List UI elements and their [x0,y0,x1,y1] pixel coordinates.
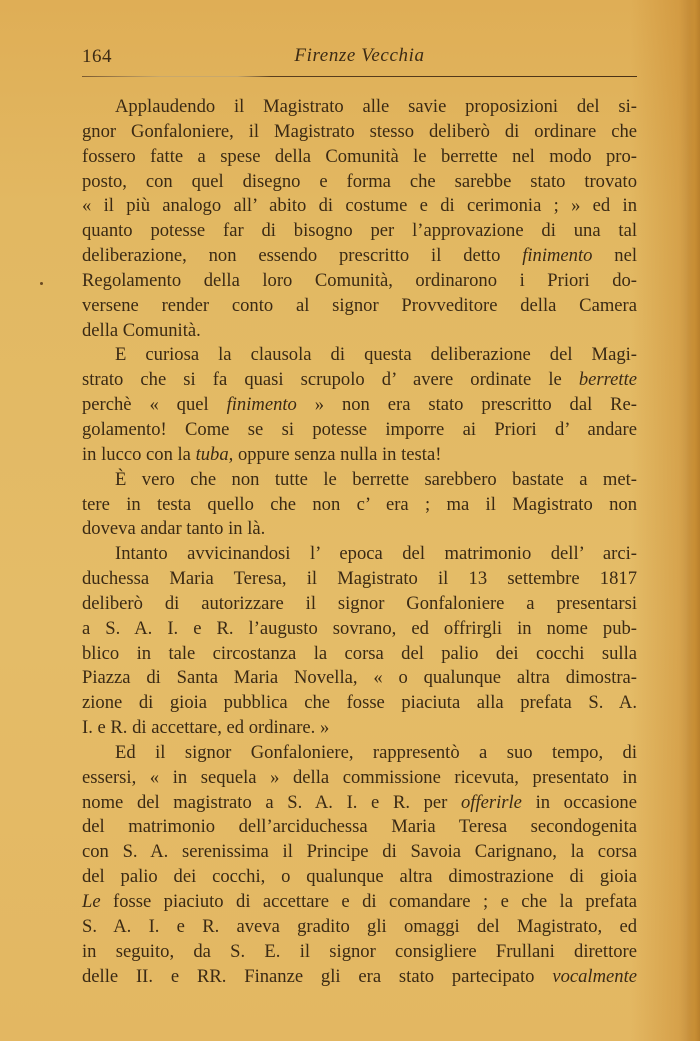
text-run: in occasione [521,791,637,813]
text-run: strato che si fa quasi scrupolo d’ avere ordinate le [82,369,579,391]
text-run: Piazza di Santa Maria Novella, « o qualunque altra dimostra- [82,667,637,689]
text-run: gnor Gonfaloniere, il Magistrato stesso deliberò di ordinare che [82,120,637,142]
text-line [82,517,637,542]
text-run: nome del magistrato a S. A. I. e R. per [82,791,461,813]
paragraph [82,343,637,467]
text-run: a S. A. I. e R. l’augusto sovrano, ed offrirgli in nome pub- [82,617,637,639]
text-line [82,617,637,642]
text-line [82,766,637,791]
paragraph [82,542,637,741]
text-run: posto, con quel disegno e forma che sarebbe stato trovato [82,170,637,192]
text-line [82,368,637,393]
text-line [82,965,637,990]
page-header [82,46,637,70]
text-line [82,393,637,418]
text-run: duchessa Maria Teresa, il Magistrato il 13 settembre 1817 [82,568,637,590]
text-line [82,95,637,120]
paragraph [82,741,637,989]
text-run: golamento! Come se si potesse imporre ai Priori d’ andare [82,418,637,440]
italic-text: vocalmente [552,965,637,987]
text-line [82,915,637,940]
text-run: fosse piaciuto di accettare e di comandare ; e che la prefata [100,891,637,912]
header-rule [82,76,637,77]
text-run: I. e R. di accettare, ed ordinare. » [82,717,330,739]
italic-text: berrette [578,369,637,391]
text-run: Intanto avvicinandosi l’ epoca del matrimonio dell’ arci- [115,543,637,565]
text-run: del matrimonio dell’arciduchessa Maria Teresa secondogenita [82,816,637,838]
text-run: È vero che non tutte le berrette sarebbero bastate a met- [115,468,637,490]
text-line [82,170,637,195]
text-run: in seguito, da S. E. il signor consigliere Frullani direttore [82,940,637,962]
running-title: Firenze Vecchia [294,45,425,66]
text-line [82,443,637,468]
page-edge-shadow [686,0,700,1041]
margin-speck [40,282,43,285]
text-run: della Comunità. [82,319,201,341]
paragraph [82,95,637,343]
text-run: Regolamento della loro Comunità, ordinarono i Priori do- [82,269,637,291]
text-run: deliberazione, non essendo prescritto il detto [82,245,523,267]
text-run: nel [592,245,637,267]
text-line [82,294,637,319]
text-run: « il più analogo all’ abito di costume e di cerimonia ; » ed in [82,195,637,217]
text-run: fossero fatte a spese della Comunità le berrette nel modo pro- [82,145,637,167]
text-line [82,741,637,766]
text-run: con S. A. serenissima il Principe di Savoia Carignano, la corsa [82,841,637,863]
text-line [82,691,637,716]
text-line [82,269,637,294]
text-line [82,120,637,145]
text-line [82,319,637,344]
text-run: essersi, « in sequela » della commissione ricevuta, presentato in [82,766,637,788]
text-run: blico in tale circostanza la corsa del palio dei cocchi sulla [82,642,637,664]
text-run: oppure senza nulla in testa! [233,443,442,465]
text-run: deliberò di autorizzare il signor Gonfaloniere a presentarsi [82,592,637,614]
italic-text: finimento [226,394,297,416]
body-text [82,95,637,989]
italic-text: finimento [522,245,593,267]
text-line [82,343,637,368]
text-line [82,418,637,443]
text-line [82,145,637,170]
text-run: tere in testa quello che non c’ era ; ma il Magistrato non [82,493,637,515]
text-run: in lucco con la [82,443,196,465]
text-line [82,468,637,493]
text-line [82,865,637,890]
italic-text: tuba, [195,443,234,465]
text-run: Applaudendo il Magistrato alle savie proposizioni del si- [115,96,637,117]
text-run: S. A. I. e R. aveva gradito gli omaggi del Magistrato, ed [82,915,637,937]
text-run: del palio dei cocchi, o qualunque altra dimostrazione di gioia [82,866,637,888]
text-run: versene render conto al signor Provveditore della Camera [82,294,637,316]
text-line [82,940,637,965]
text-line [82,716,637,741]
text-line [82,815,637,840]
text-run: quanto potesse far di bisogno per l’approvazione di una tal [82,220,637,242]
text-line [82,194,637,219]
text-run: perchè « quel [82,394,227,416]
text-line [82,244,637,269]
italic-text: offerirle [461,791,522,813]
paragraph [82,468,637,543]
text-line [82,666,637,691]
text-line [82,219,637,244]
text-run: doveva andar tanto in là. [82,518,266,540]
text-run: » non era stato prescritto dal Re- [296,394,637,416]
text-run: delle II. e RR. Finanze gli era stato partecipato [82,965,553,987]
text-line [82,840,637,865]
text-line [82,542,637,567]
text-line [82,890,637,915]
text-line [82,493,637,518]
italic-text: Le [82,891,101,912]
text-line [82,791,637,816]
text-line [82,592,637,617]
text-line [82,567,637,592]
text-run: E curiosa la clausola di questa deliberazione del Magi- [115,344,637,366]
text-run: Ed il signor Gonfaloniere, rappresentò a suo tempo, di [115,741,637,763]
page-number: 164 [82,46,112,67]
text-line [82,642,637,667]
text-run: zione di gioia pubblica che fosse piaciuta alla prefata S. A. [82,692,637,714]
